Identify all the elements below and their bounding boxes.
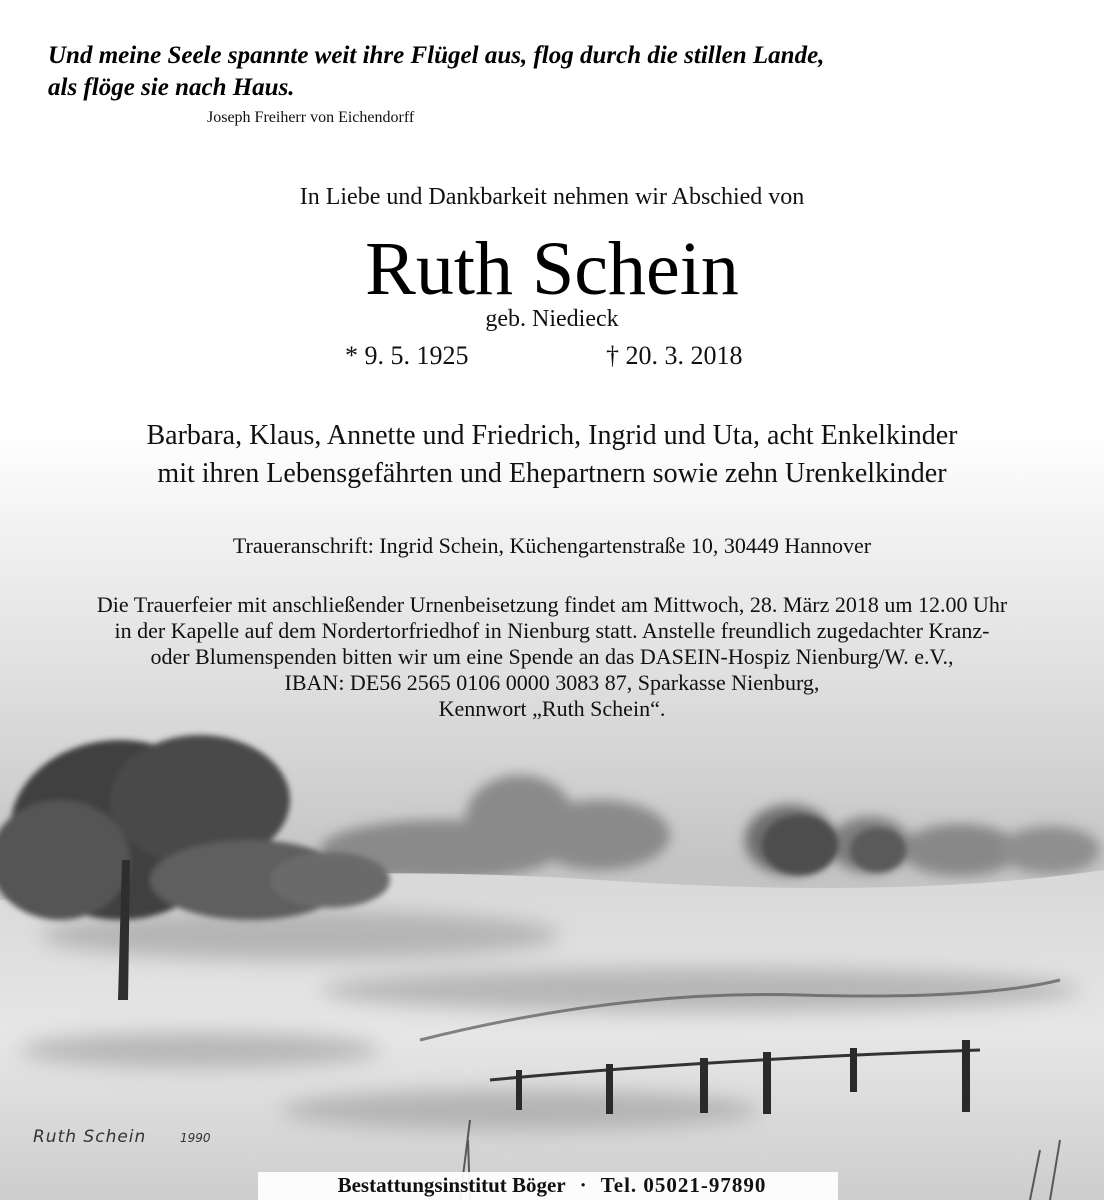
maiden-name: geb. Niedieck (485, 306, 619, 332)
service-line: oder Blumenspenden bitten wir um eine Spende an das DASEIN-Hospiz Nienburg/W. e.V., (150, 644, 954, 669)
separator-dot: · (579, 1173, 587, 1197)
deceased-name: Ruth Schein (365, 227, 739, 311)
quote-author: Joseph Freiherr von Eichendorff (207, 109, 415, 126)
mourning-address: Traueranschrift: Ingrid Schein, Küchengartenstraße 10, 30449 Hannover (232, 533, 872, 558)
intro-text: In Liebe und Dankbarkeit nehmen wir Abschied von (299, 184, 805, 210)
quote-line-1: Und meine Seele spannte weit ihre Flügel aus, flog durch die stillen Lande, (48, 42, 825, 69)
service-line: Die Trauerfeier mit anschließender Urnenbeisetzung findet am Mittwoch, 28. März 2018 um 12.00 Uhr (96, 592, 1008, 617)
service-line: IBAN: DE56 2565 0106 0000 3083 87, Sparkasse Nienburg, (284, 670, 820, 695)
quote-line-2: als flöge sie nach Haus. (48, 74, 295, 101)
service-line: Kennwort „Ruth Schein“. (438, 696, 666, 721)
family-line: mit ihren Lebensgefährten und Ehepartnern sowie zehn Urenkelkinder (157, 458, 947, 489)
funeral-home-name: Bestattungsinstitut Böger (337, 1173, 566, 1197)
birth-date: * 9. 5. 1925 (345, 341, 469, 370)
painting-signature: Ruth Schein (33, 1127, 147, 1147)
quote (48, 40, 948, 104)
family-line: Barbara, Klaus, Annette und Friedrich, Ingrid und Uta, acht Enkelkinder (146, 420, 958, 451)
service-line: in der Kapelle auf dem Nordertorfriedhof in Nienburg statt. Anstelle freundlich zugedachter Kranz- (114, 618, 990, 643)
death-date: † 20. 3. 2018 (606, 341, 743, 370)
funeral-home-footer (0, 1173, 1104, 1198)
painting-year: 1990 (180, 1131, 211, 1145)
funeral-home-phone: Tel. 05021-97890 (600, 1173, 767, 1197)
